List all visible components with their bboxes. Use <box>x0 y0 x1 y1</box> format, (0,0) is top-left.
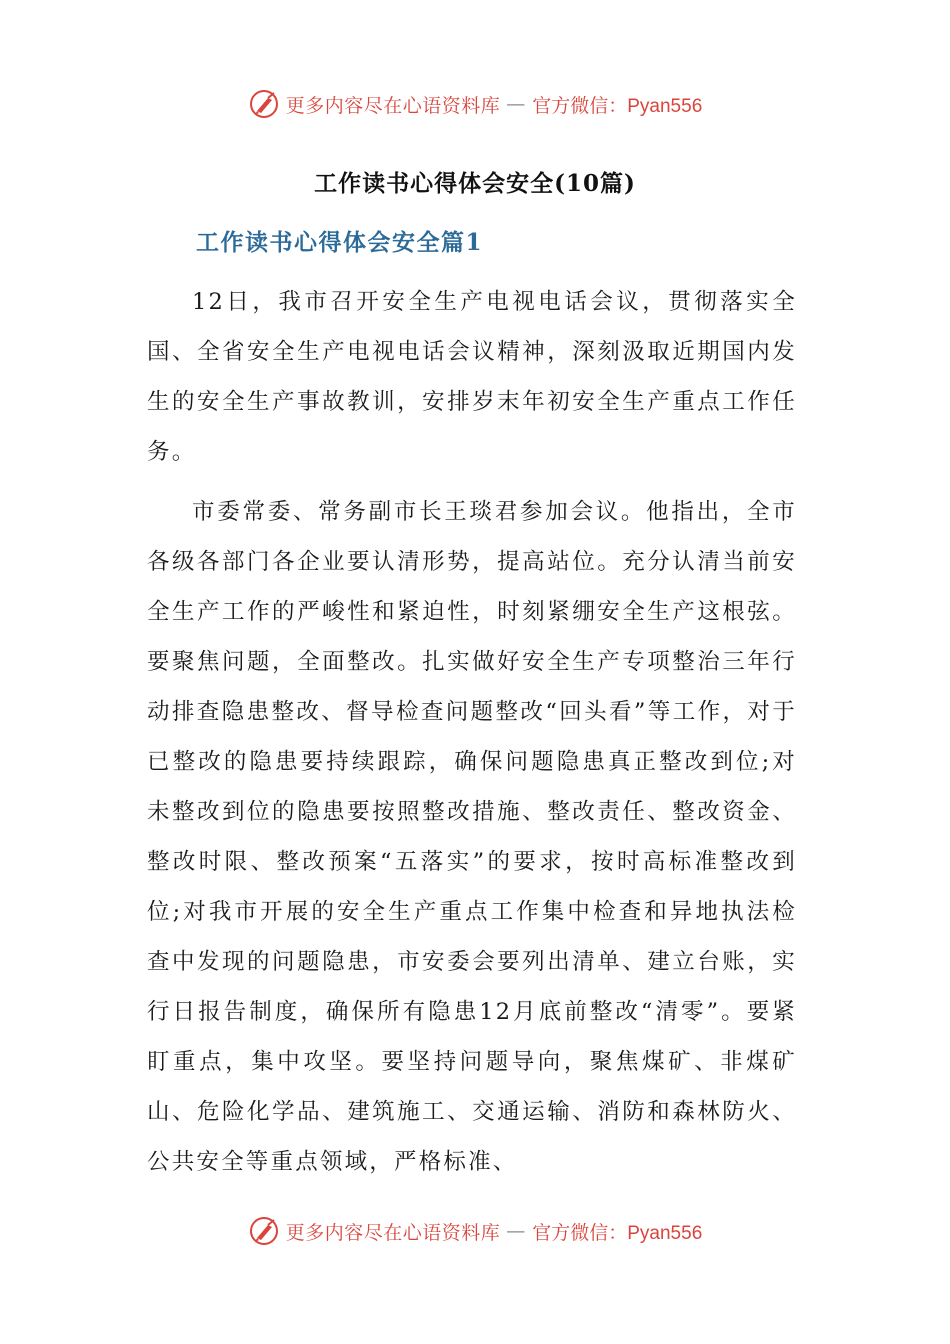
pen-nib-logo-icon <box>248 1215 280 1247</box>
document-title: 工作读书心得体会安全(10篇) <box>314 170 636 197</box>
body-paragraph: 市委常委、常务副市长王琰君参加会议。他指出，全市各级各部门各企业要认清形势，提高站位。充分认清当前安全生产工作的严峻性和紧迫性，时刻紧绷安全生产这根弦。要聚焦问题，全面整改。扎实做好安全生产专项整治三年行动排查隐患整改、督导检查问题整改“回头看”等工作，对于已整改的隐患要持续跟踪，确保问题隐患真正整改到位;对未整改到位的隐患要按照整改措施、整改责任、整改资金、整改时限、整改预案“五落实”的要求，按时高标准整改到位;对我市开展的安全生产重点工作集中检查和异地执法检查中发现的问题隐患，市安委会要列出清单、建立台账，实行日报告制度，确保所有隐患12月底前整改“清零”。要紧盯重点，集中攻坚。要坚持问题导向，聚焦煤矿、非煤矿山、危险化学品、建筑施工、交通运输、消防和森林防火、公共安全等重点领域，严格标准、 <box>147 499 797 1175</box>
footer-watermark-banner <box>0 1209 950 1253</box>
body-paragraph: 12日，我市召开安全生产电视电话会议，贯彻落实全国、全省安全生产电视电话会议精神，深刻汲取近期国内发生的安全生产事故教训，安排岁末年初安全生产重点工作任务。 <box>147 289 797 465</box>
banner-main-text: 更多内容尽在心语资料库 <box>285 1221 501 1244</box>
banner-separator: — <box>506 93 527 115</box>
header-watermark-banner <box>0 82 950 126</box>
banner-main-text: 更多内容尽在心语资料库 <box>285 94 501 117</box>
section-heading: 工作读书心得体会安全篇1 <box>196 229 484 256</box>
pen-nib-logo-icon <box>248 88 280 120</box>
banner-wechat-text: 官方微信：Pyan556 <box>532 1222 703 1244</box>
banner-wechat-text: 官方微信：Pyan556 <box>532 95 703 117</box>
document-body <box>147 277 797 1187</box>
banner-separator: — <box>506 1220 527 1242</box>
